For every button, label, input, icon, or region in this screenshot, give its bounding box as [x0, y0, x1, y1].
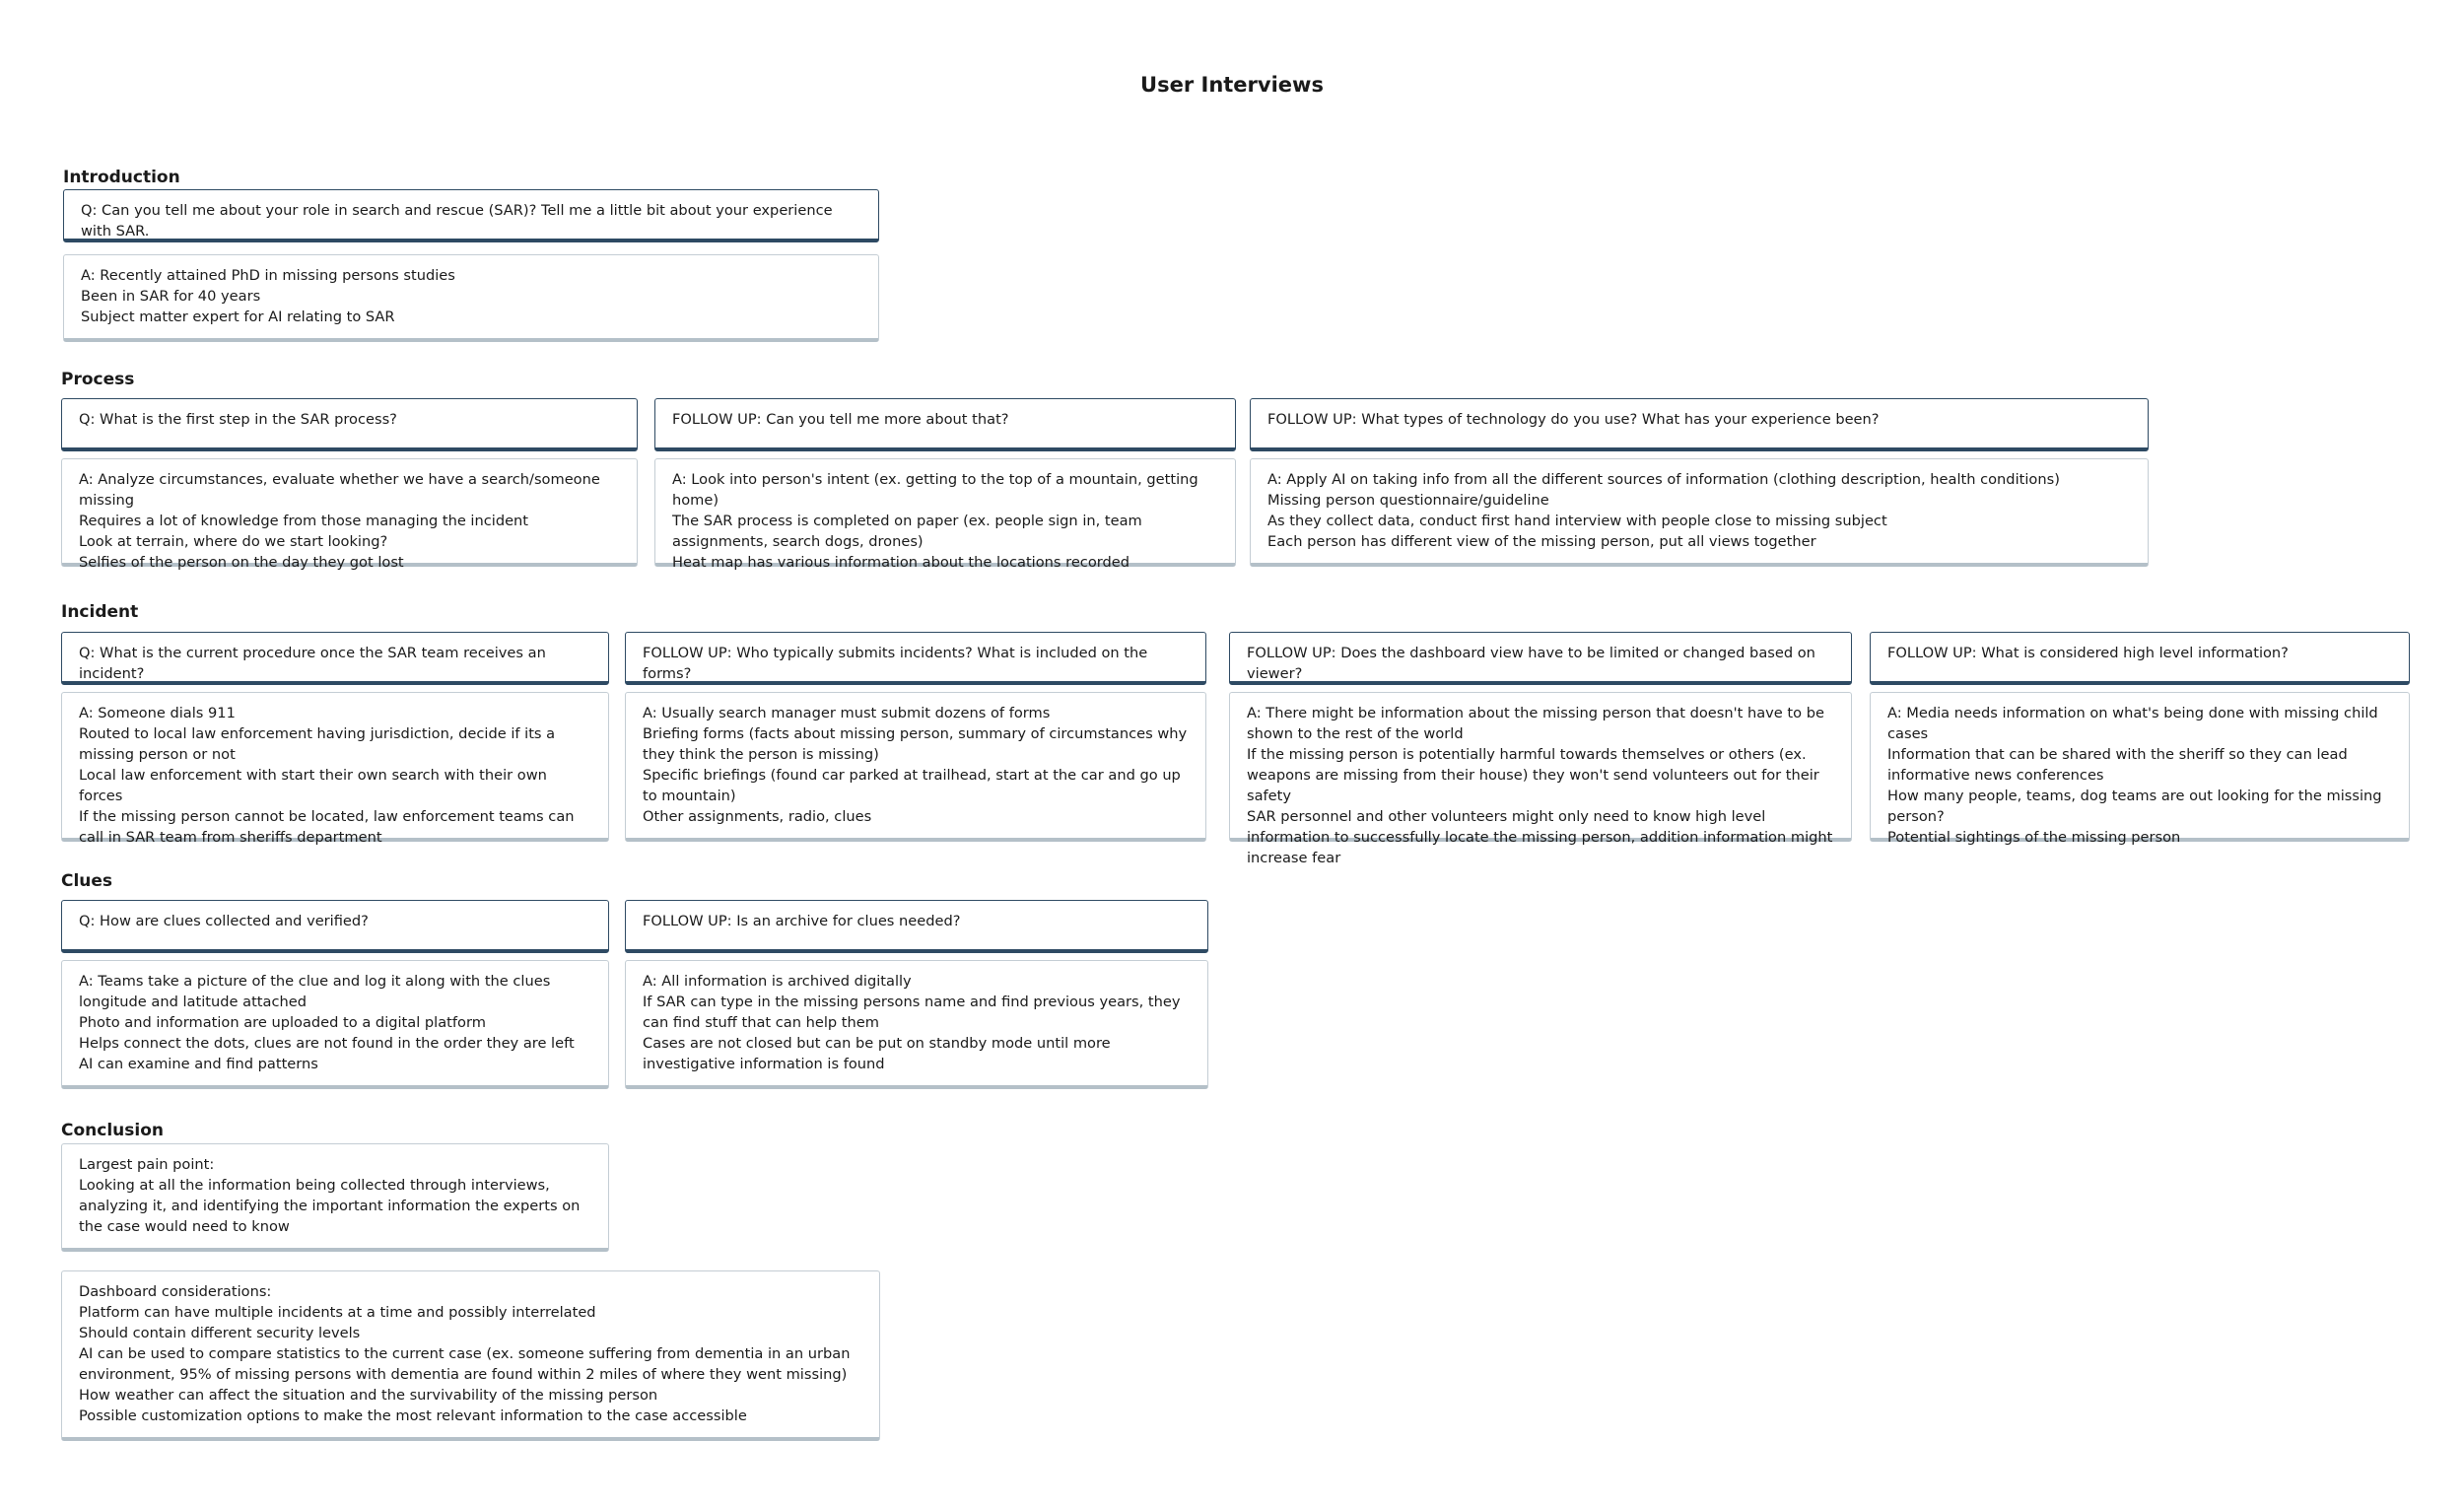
card-text-line: Briefing forms (facts about missing person, summary of circumstances why they think the person is missing)	[643, 725, 1188, 763]
card-text-line: Photo and information are uploaded to a digital platform	[79, 1014, 486, 1031]
card-text-line: A: Analyze circumstances, evaluate whether we have a search/someone missing	[79, 471, 600, 509]
introduction-answer-card[interactable]	[63, 254, 879, 342]
card-text-line: Cases are not closed but can be put on standby mode until more investigative information is found	[643, 1035, 1111, 1072]
section-title-process: Process	[61, 370, 135, 389]
card-text-line: Q: What is the current procedure once the SAR team receives an incident?	[79, 645, 546, 682]
card-text-line: Routed to local law enforcement having jurisdiction, decide if its a missing person or not	[79, 725, 556, 763]
card-text-line: Selfies of the person on the day they got lost	[79, 554, 404, 571]
card-text-line: As they collect data, conduct first hand interview with people close to missing subject	[1267, 513, 1887, 529]
incident-question-card-3[interactable]	[1229, 632, 1852, 685]
card-text-line: Looking at all the information being collected through interviews, analyzing it, and identifying the important information the experts on the case would need to know	[79, 1177, 581, 1235]
card-text-line: Other assignments, radio, clues	[643, 808, 872, 825]
card-text-line: Subject matter expert for AI relating to SAR	[81, 309, 395, 325]
card-text-line: A: Usually search manager must submit dozens of forms	[643, 705, 1051, 721]
card-text-line: Potential sightings of the missing person	[1887, 829, 2181, 846]
card-text-line: Largest pain point:	[79, 1156, 215, 1173]
clues-question-card-2[interactable]	[625, 900, 1208, 953]
clues-answer-card-2[interactable]	[625, 960, 1208, 1089]
incident-answer-card-2[interactable]	[625, 692, 1206, 842]
process-answer-card-1[interactable]	[61, 458, 638, 571]
card-text-line: A: Someone dials 911	[79, 705, 236, 721]
card-text-line: Helps connect the dots, clues are not found in the order they are left	[79, 1035, 575, 1052]
card-text-line: AI can be used to compare statistics to the current case (ex. someone suffering from dementia in an urban environment, 95% of missing persons with dementia are found within 2 miles of where they went missing)	[79, 1345, 851, 1383]
conclusion-dashboard-card[interactable]	[61, 1270, 880, 1441]
card-text-line: FOLLOW UP: What is considered high level information?	[1887, 645, 2289, 661]
card-text-line: Q: How are clues collected and verified?	[79, 913, 369, 929]
incident-answer-card-3[interactable]	[1229, 692, 1852, 866]
incident-answer-card-4[interactable]	[1870, 692, 2410, 846]
card-text-line: Look at terrain, where do we start looking?	[79, 533, 388, 550]
card-text-line: How many people, teams, dog teams are out looking for the missing person?	[1887, 788, 2382, 825]
card-text-line: Should contain different security levels	[79, 1325, 361, 1341]
clues-answer-card-1[interactable]	[61, 960, 609, 1089]
card-text-line: If the missing person cannot be located, law enforcement teams can call in SAR team from sheriffs department	[79, 808, 575, 846]
card-text-line: Platform can have multiple incidents at a time and possibly interrelated	[79, 1304, 596, 1321]
card-text-line: FOLLOW UP: Does the dashboard view have to be limited or changed based on viewer?	[1247, 645, 1815, 682]
card-text-line: Dashboard considerations:	[79, 1283, 272, 1300]
card-text-line: SAR personnel and other volunteers might only need to know high level information to successfully locate the missing person, addition information might increase fear	[1247, 808, 1833, 866]
card-text-line: Q: Can you tell me about your role in search and rescue (SAR)? Tell me a little bit about your experience with SAR.	[81, 202, 833, 240]
introduction-question-card[interactable]	[63, 189, 879, 242]
process-question-card-1[interactable]	[61, 398, 638, 451]
card-text-line: Local law enforcement with start their own search with their own forces	[79, 767, 547, 804]
process-question-card-3[interactable]	[1250, 398, 2149, 451]
card-text-line: A: All information is archived digitally	[643, 973, 912, 990]
section-title-incident: Incident	[61, 602, 139, 622]
card-text-line: Been in SAR for 40 years	[81, 288, 261, 305]
process-question-card-2[interactable]	[654, 398, 1236, 451]
card-text-line: A: Apply AI on taking info from all the different sources of information (clothing description, health conditions)	[1267, 471, 2060, 488]
card-text-line: A: Media needs information on what's being done with missing child cases	[1887, 705, 2378, 742]
card-text-line: FOLLOW UP: What types of technology do you use? What has your experience been?	[1267, 411, 1880, 428]
process-answer-card-2[interactable]	[654, 458, 1236, 571]
incident-answer-card-1[interactable]	[61, 692, 609, 846]
card-text-line: How weather can affect the situation and the survivability of the missing person	[79, 1387, 658, 1404]
card-text-line: A: Look into person's intent (ex. getting to the top of a mountain, getting home)	[672, 471, 1198, 509]
card-text-line: Information that can be shared with the sheriff so they can lead informative news conferences	[1887, 746, 2348, 784]
card-text-line: The SAR process is completed on paper (ex. people sign in, team assignments, search dogs, drones)	[672, 513, 1142, 550]
card-text-line: Specific briefings (found car parked at trailhead, start at the car and go up to mountain)	[643, 767, 1181, 804]
card-text-line: Q: What is the first step in the SAR process?	[79, 411, 397, 428]
card-text-line: Heat map has various information about the locations recorded	[672, 554, 1130, 571]
incident-question-card-2[interactable]	[625, 632, 1206, 685]
card-text-line: A: There might be information about the missing person that doesn't have to be shown to the rest of the world	[1247, 705, 1824, 742]
card-text-line: A: Teams take a picture of the clue and log it along with the clues longitude and latitude attached	[79, 973, 551, 1010]
card-text-line: If SAR can type in the missing persons name and find previous years, they can find stuff that can help them	[643, 994, 1181, 1031]
card-text-line: Possible customization options to make the most relevant information to the case accessible	[79, 1407, 747, 1424]
card-text-line: FOLLOW UP: Can you tell me more about that?	[672, 411, 1009, 428]
card-text-line: Requires a lot of knowledge from those managing the incident	[79, 513, 529, 529]
section-title-conclusion: Conclusion	[61, 1121, 164, 1140]
card-text-line: FOLLOW UP: Is an archive for clues needed?	[643, 913, 961, 929]
card-text-line: If the missing person is potentially harmful towards themselves or others (ex. weapons are missing from their house) they won't send volunteers out for their safety	[1247, 746, 1819, 804]
incident-question-card-1[interactable]	[61, 632, 609, 685]
card-text-line: Missing person questionnaire/guideline	[1267, 492, 1549, 509]
card-text-line: AI can examine and find patterns	[79, 1056, 318, 1072]
section-title-introduction: Introduction	[63, 168, 180, 187]
page-title: User Interviews	[1140, 73, 1324, 97]
section-title-clues: Clues	[61, 871, 113, 891]
incident-question-card-4[interactable]	[1870, 632, 2410, 685]
conclusion-pain-point-card[interactable]	[61, 1143, 609, 1252]
clues-question-card-1[interactable]	[61, 900, 609, 953]
card-text-line: FOLLOW UP: Who typically submits incidents? What is included on the forms?	[643, 645, 1148, 682]
process-answer-card-3[interactable]	[1250, 458, 2149, 567]
card-text-line: A: Recently attained PhD in missing persons studies	[81, 267, 455, 284]
card-text-line: Each person has different view of the missing person, put all views together	[1267, 533, 1816, 550]
